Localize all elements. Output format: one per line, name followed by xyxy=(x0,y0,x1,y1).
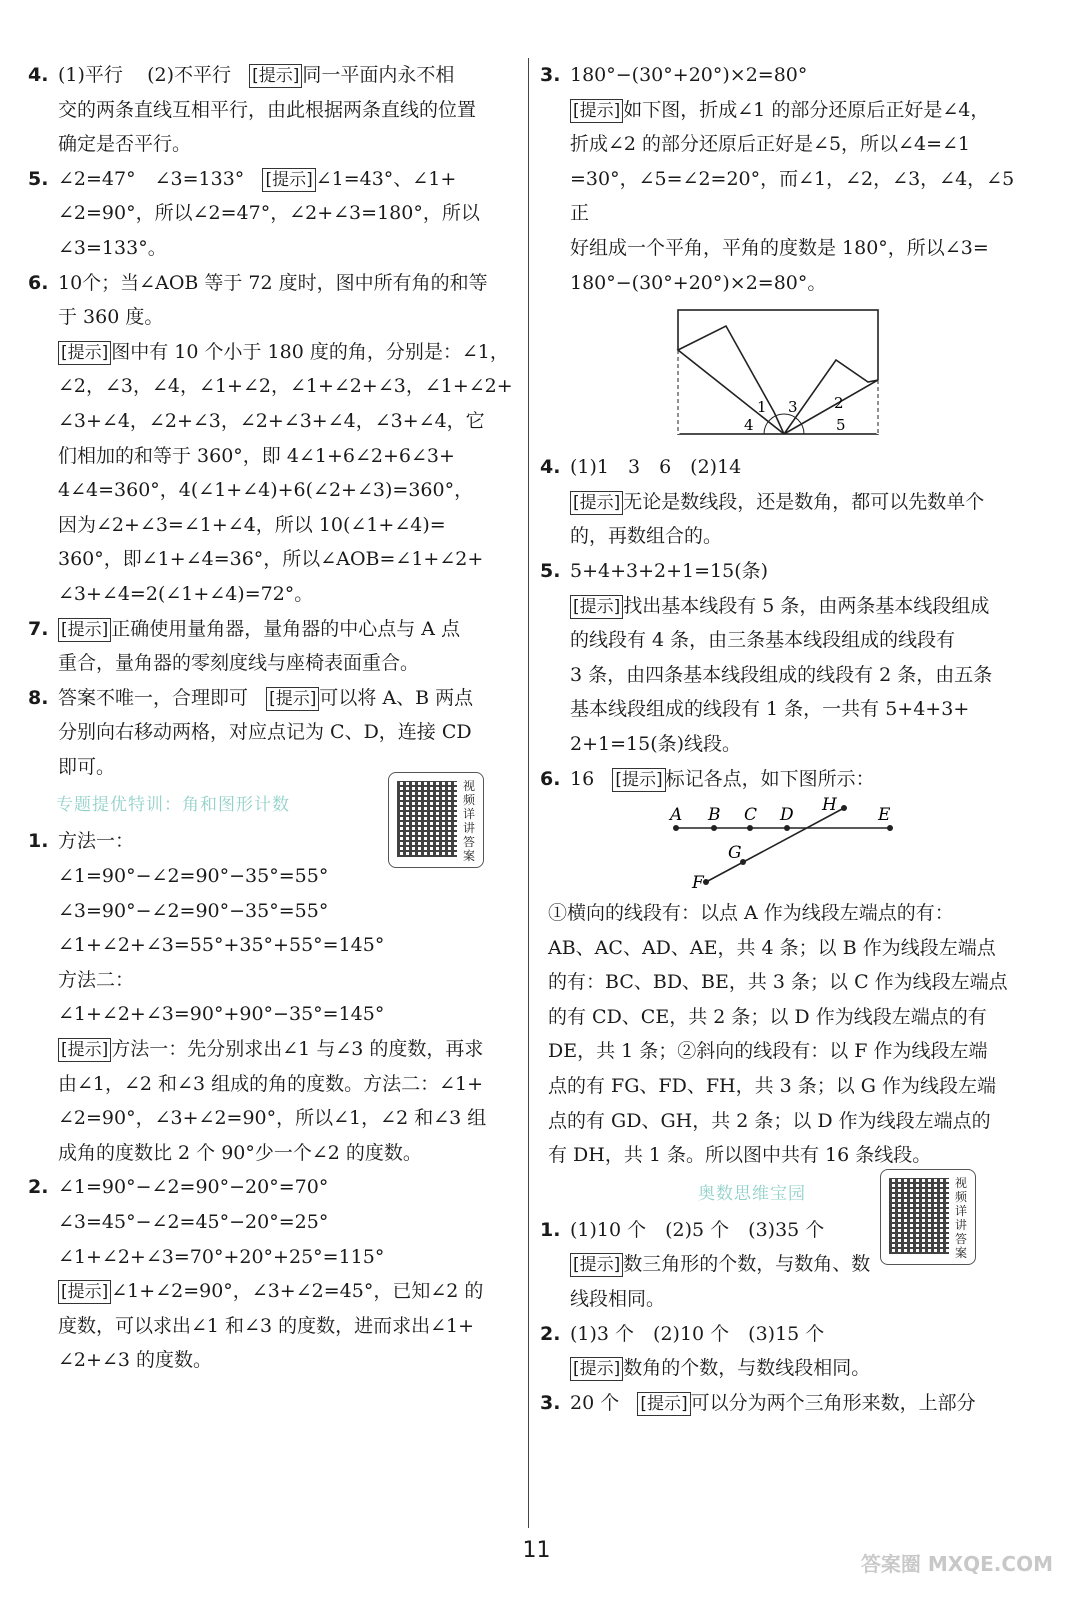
answer-5-right xyxy=(538,554,1038,762)
answer-5 xyxy=(26,162,518,266)
tip-label: [提示] xyxy=(58,341,111,365)
item-number: 4. xyxy=(540,456,561,479)
answer-text: 方法二： xyxy=(58,968,135,991)
answer-4-right xyxy=(538,450,1038,554)
answer-text: ∠1=90°−∠2=90°−35°=55° xyxy=(58,865,329,888)
tip-label: [提示] xyxy=(249,64,302,88)
item-number: 5. xyxy=(540,559,561,582)
hint-text: 好组成一个平角，平角的度数是 180°，所以∠3= xyxy=(570,236,989,259)
item-number: 3. xyxy=(540,1391,561,1414)
point-label-f: F xyxy=(692,873,704,894)
hint-text: ∠3=133°。 xyxy=(58,236,167,259)
hint-text: AB、AC、AD、AE，共 4 条；以 B 作为线段左端点 xyxy=(548,936,996,959)
item-number: 8. xyxy=(28,686,49,709)
angle-label-5: 5 xyxy=(836,416,846,435)
hint-text: 分别向右移动两格，对应点记为 C、D，连接 CD xyxy=(58,721,472,744)
tip-label: [提示] xyxy=(58,1280,111,1304)
answer-text: ∠3=90°−∠2=90°−35°=55° xyxy=(58,899,329,922)
right-column xyxy=(538,58,1038,1420)
tip-label: [提示] xyxy=(637,1392,690,1416)
hint-text: ∠2=90°，∠3+∠2=90°，所以∠1，∠2 和∠3 组 xyxy=(58,1107,487,1130)
answer-text: 5+4+3+2+1=15(条) xyxy=(570,559,769,582)
tip-label: [提示] xyxy=(570,1253,623,1277)
answer-4 xyxy=(26,58,518,162)
training-answer-1 xyxy=(26,824,518,1170)
answer-text: ∠1+∠2+∠3=90°+90°−35°=145° xyxy=(58,1003,385,1026)
hint-text: 的，再数组合的。 xyxy=(570,525,723,548)
hint-text: 确定是否平行。 xyxy=(58,133,192,156)
item-number: 5. xyxy=(28,167,49,190)
hint-text: 无论是数线段，还是数角，都可以先数单个 xyxy=(623,490,985,513)
hint-text: 数三角形的个数，与数角、数 xyxy=(623,1253,871,1276)
point-label-d: D xyxy=(780,805,794,826)
answer-text: (1)10 个 (2)5 个 (3)35 个 xyxy=(570,1218,825,1241)
hint-text: ∠3+∠4，∠2+∠3，∠2+∠3+∠4，∠3+∠4，它 xyxy=(58,409,485,432)
qr-label: 视频详讲答案 xyxy=(955,1175,968,1260)
hint-text: 因为∠2+∠3=∠1+∠4，所以 10(∠1+∠4)= xyxy=(58,513,446,536)
section-title: 专题提优特训：角和图形计数 xyxy=(56,795,290,816)
answer-text: (1)1 3 6 (2)14 xyxy=(570,456,742,479)
tip-label: [提示] xyxy=(570,99,623,123)
hint-text: 180°−(30°+20°)×2=80°。 xyxy=(570,271,827,294)
hint-text: 可以将 A、B 两点 xyxy=(319,686,474,709)
section-title: 奥数思维宝园 xyxy=(698,1183,806,1204)
angle-label-2: 2 xyxy=(834,394,844,413)
hint-text: 数角的个数，与数线段相同。 xyxy=(623,1357,871,1380)
tip-label: [提示] xyxy=(612,768,665,792)
hint-text: 们相加的和等于 360°，即 4∠1+6∠2+6∠3+ xyxy=(58,444,455,467)
hint-text: 重合，量角器的零刻度线与座椅表面重合。 xyxy=(58,652,420,675)
answer-text: ∠1=90°−∠2=90°−20°=70° xyxy=(58,1176,329,1199)
olympiad-answer-1 xyxy=(538,1213,1038,1317)
item-number: 7. xyxy=(28,617,49,640)
angle-label-4: 4 xyxy=(744,416,754,435)
point-label-c: C xyxy=(744,805,758,826)
item-number: 6. xyxy=(540,767,561,790)
item-number: 6. xyxy=(28,271,49,294)
hint-text: 方法一：先分别求出∠1 与∠3 的度数，再求 xyxy=(111,1038,484,1061)
tip-label: [提示] xyxy=(58,618,111,642)
hint-text: 图中有 10 个小于 180 度的角，分别是：∠1， xyxy=(111,340,509,363)
olympiad-answer-3 xyxy=(538,1386,1038,1421)
answer-text: ∠2=47° ∠3=133° xyxy=(58,167,245,190)
angle-label-3: 3 xyxy=(788,398,798,417)
answer-text: 16 xyxy=(570,767,595,790)
page-number: 11 xyxy=(522,1538,551,1563)
line-segment-diagram xyxy=(538,796,1038,896)
tip-label: [提示] xyxy=(58,1038,111,1062)
answer-text: 答案不唯一，合理即可 xyxy=(58,686,249,709)
answer-text: ∠3=45°−∠2=45°−20°=25° xyxy=(58,1211,329,1233)
item-number: 2. xyxy=(28,1176,49,1199)
hint-text: 点的有 GD、GH，共 2 条；以 D 作为线段左端点的 xyxy=(548,1109,991,1132)
hint-text: 即可。 xyxy=(58,755,116,778)
hint-text: 4∠4=360°，4(∠1+∠4)+6(∠2+∠3)=360°， xyxy=(58,479,474,502)
answer-text: (1)3 个 (2)10 个 (3)15 个 xyxy=(570,1322,825,1345)
point-label-h: H xyxy=(822,796,837,816)
hint-text: ∠1+∠2=90°，∠3+∠2=45°，已知∠2 的 xyxy=(111,1280,484,1303)
hint-text: 同一平面内永不相 xyxy=(302,64,455,86)
hint-text: 2+1=15(条)线段。 xyxy=(570,732,742,755)
hint-text: 交的两条直线互相平行，由此根据两条直线的位置 xyxy=(58,98,477,121)
item-number: 2. xyxy=(540,1322,561,1345)
answer-text: 方法一： xyxy=(58,830,135,853)
line-segment-figure xyxy=(538,796,1038,896)
hint-text: =30°，∠5=∠2=20°，而∠1，∠2，∠3，∠4，∠5 正 xyxy=(570,167,1015,225)
item-number: 1. xyxy=(540,1218,561,1241)
hint-text: 正确使用量角器，量角器的中心点与 A 点 xyxy=(111,617,461,640)
hint-text: 标记各点，如下图所示： xyxy=(665,767,875,790)
hint-text: ∠2=90°，所以∠2=47°，∠2+∠3=180°，所以 xyxy=(58,202,480,225)
qr-label: 视频详讲答案 xyxy=(463,779,476,864)
hint-text: ∠1=43°、∠1+ xyxy=(315,167,457,190)
item-number: 3. xyxy=(540,64,561,86)
tip-label: [提示] xyxy=(570,1357,623,1381)
hint-text: 的线段有 4 条，由三条基本线段组成的线段有 xyxy=(570,629,956,652)
hint-text: 由∠1，∠2 和∠3 组成的角的度数。方法二：∠1+ xyxy=(58,1072,484,1095)
hint-text: 的有：BC、BD、BE，共 3 条；以 C 作为线段左端点 xyxy=(548,971,1008,994)
item-number: 4. xyxy=(28,64,49,86)
hint-text: 有 DH，共 1 条。所以图中共有 16 条线段。 xyxy=(548,1144,932,1167)
left-column xyxy=(26,58,518,1378)
hint-text: DE，共 1 条；②斜向的线段有：以 F 作为线段左端 xyxy=(548,1040,988,1063)
answer-text: (1)平行 xyxy=(58,64,123,86)
hint-text: 的有 CD、CE，共 2 条；以 D 作为线段左端点的有 xyxy=(548,1005,987,1028)
answer-text: ∠1+∠2+∠3=70°+20°+25°=115° xyxy=(58,1245,385,1268)
tip-label: [提示] xyxy=(266,687,319,711)
hint-text: ∠2，∠3，∠4，∠1+∠2，∠1+∠2+∠3，∠1+∠2+ xyxy=(58,375,513,398)
hint-text: 可以分为两个三角形来数，上部分 xyxy=(690,1391,976,1414)
answer-7 xyxy=(26,612,518,681)
watermark: 答案圈 MXQE.COM xyxy=(860,1552,1053,1576)
hint-text: 线段相同。 xyxy=(570,1288,666,1311)
olympiad-answer-2 xyxy=(538,1317,1038,1386)
tip-label: [提示] xyxy=(570,491,623,515)
hint-text: ∠3+∠4=2(∠1+∠4)=72°。 xyxy=(58,582,314,605)
hint-text: 度数，可以求出∠1 和∠3 的度数，进而求出∠1+ xyxy=(58,1314,475,1337)
hint-text: ①横向的线段有：以点 A 作为线段左端点的有： xyxy=(548,902,954,925)
answer-text: (2)不平行 xyxy=(147,64,232,86)
point-label-b: B xyxy=(708,805,721,826)
hint-text: 基本线段组成的线段有 1 条，一共有 5+4+3+ xyxy=(570,698,970,721)
hint-text: 找出基本线段有 5 条，由两条基本线段组成 xyxy=(623,594,990,617)
column-divider xyxy=(528,58,529,1528)
hint-text: 点的有 FG、FD、FH，共 3 条；以 G 作为线段左端 xyxy=(548,1075,996,1098)
point-label-e: E xyxy=(878,805,891,826)
hint-text: 折成∠2 的部分还原后正好是∠5，所以∠4=∠1 xyxy=(570,133,970,156)
answer-8 xyxy=(26,681,518,785)
hint-text: 3 条，由四条基本线段组成的线段有 2 条，由五条 xyxy=(570,663,993,686)
tip-label: [提示] xyxy=(262,168,315,192)
answer-text: 180°−(30°+20°)×2=80° xyxy=(570,64,808,86)
answer-6-explanation xyxy=(538,896,1038,1173)
hint-text: 成角的度数比 2 个 90°少一个∠2 的度数。 xyxy=(58,1141,422,1164)
hint-text: 360°，即∠1+∠4=36°，所以∠AOB=∠1+∠2+ xyxy=(58,548,484,571)
answer-text: 20 个 xyxy=(570,1391,620,1414)
point-label-g: G xyxy=(728,843,742,864)
tip-label: [提示] xyxy=(570,595,623,619)
hint-text: ∠2+∠3 的度数。 xyxy=(58,1349,212,1372)
training-answer-2 xyxy=(26,1170,518,1378)
folded-paper-diagram xyxy=(538,300,1038,450)
answer-6-right xyxy=(538,762,1038,797)
item-number: 1. xyxy=(28,830,49,853)
point-label-a: A xyxy=(670,805,683,826)
hint-text: 如下图，折成∠1 的部分还原后正好是∠4， xyxy=(623,98,990,121)
answer-text: ∠1+∠2+∠3=55°+35°+55°=145° xyxy=(58,934,385,957)
answer-6 xyxy=(26,266,518,612)
answer-text: 于 360 度。 xyxy=(58,306,164,329)
answer-3 xyxy=(538,58,1038,300)
angle-label-1: 1 xyxy=(757,398,767,417)
answer-text: 10个；当∠AOB 等于 72 度时，图中所有角的和等 xyxy=(58,271,488,294)
folded-paper-figure xyxy=(538,300,1038,450)
